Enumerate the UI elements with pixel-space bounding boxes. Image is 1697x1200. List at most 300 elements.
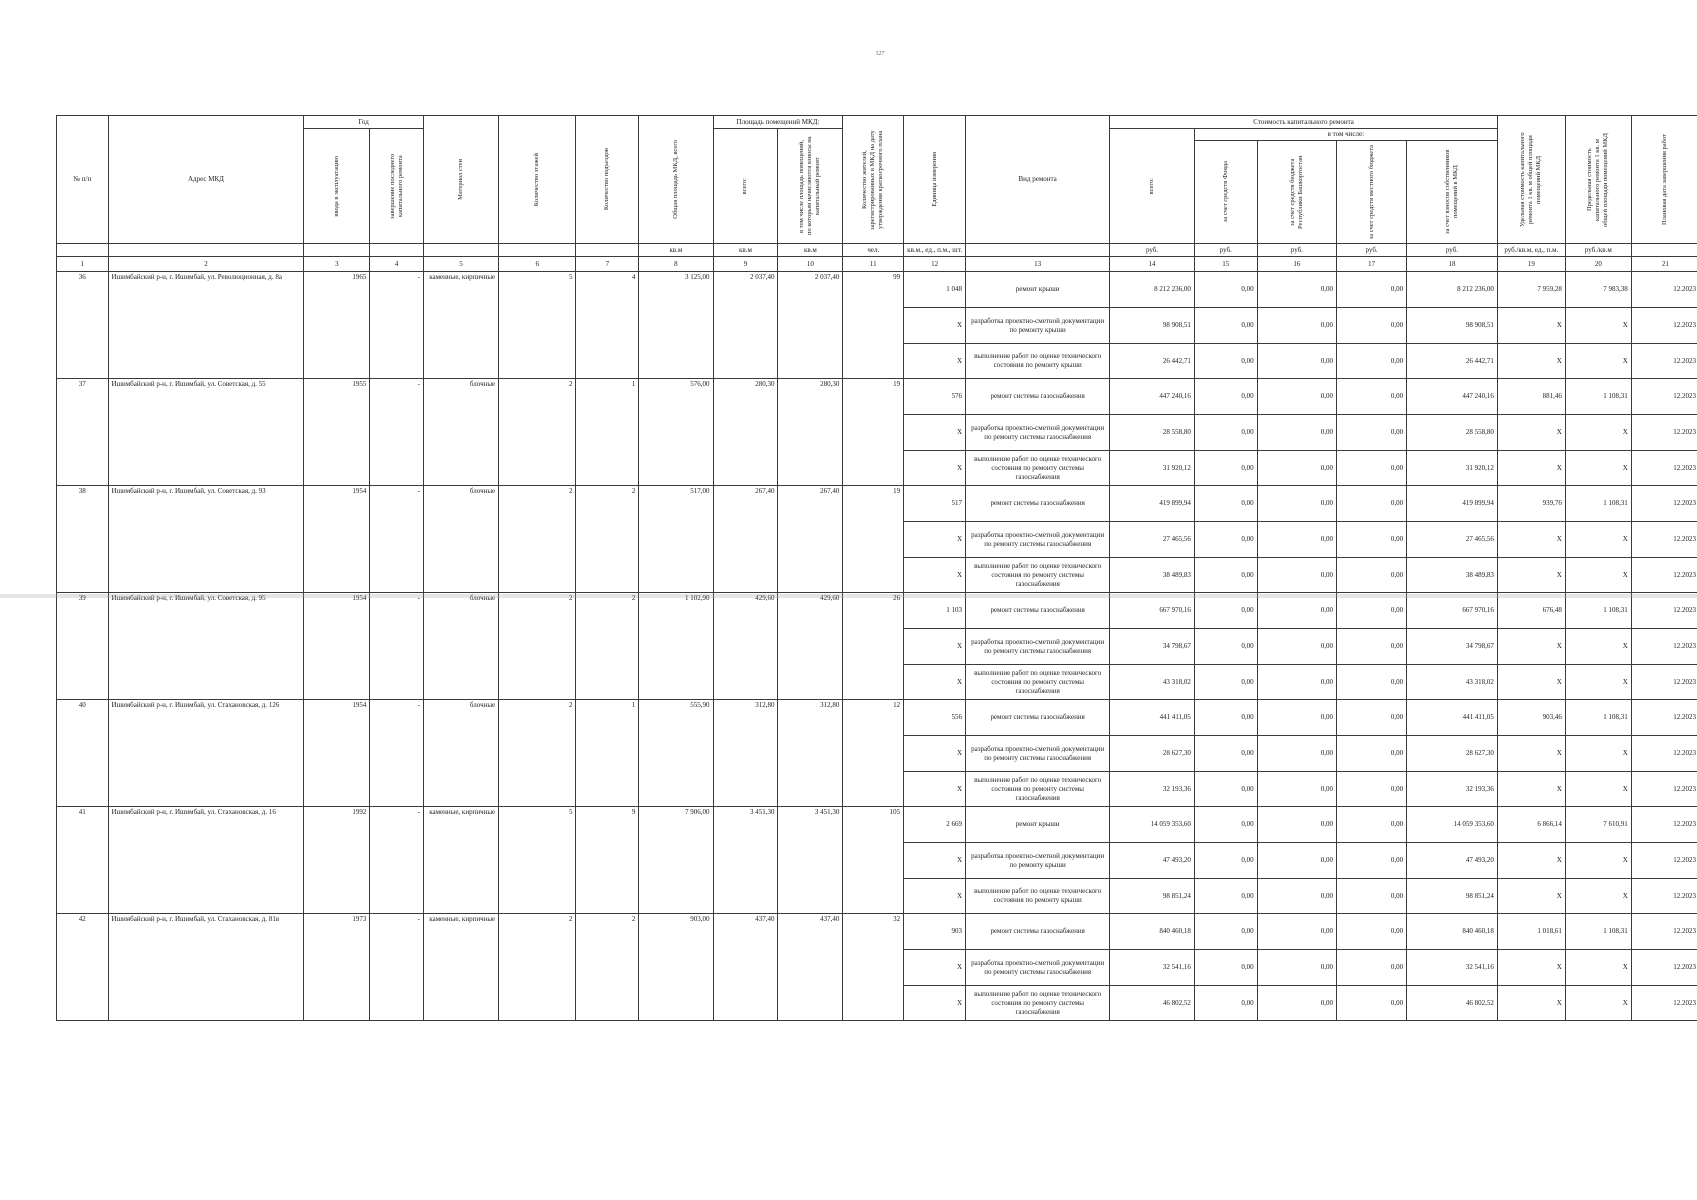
work-type: выполнение работ по оценке технического состояния по ремонту системы газоснабжения xyxy=(966,665,1110,700)
col-number: 15 xyxy=(1194,257,1257,272)
limit-cost: X xyxy=(1565,736,1631,772)
column-numbers-row xyxy=(57,257,1697,272)
hdr-incl-group: в том числе: xyxy=(1194,129,1497,141)
cost-total: 26 442,71 xyxy=(1110,344,1195,379)
unit-value: X xyxy=(904,950,966,986)
limit-cost: X xyxy=(1565,451,1631,486)
cost-rb: 0,00 xyxy=(1257,665,1336,700)
entrances: 2 xyxy=(576,593,639,700)
plan-date: 12.2023 xyxy=(1631,379,1697,415)
cost-fund: 0,00 xyxy=(1194,308,1257,344)
hdr-unit: Единица измерения xyxy=(904,116,966,244)
cost-owners: 47 493,20 xyxy=(1407,843,1498,879)
hdr-date: Плановая дата завершения работ xyxy=(1631,116,1697,244)
cost-rb: 0,00 xyxy=(1257,807,1336,843)
col-number: 19 xyxy=(1497,257,1565,272)
hdr-entrances: Количество подъездов xyxy=(576,116,639,244)
area-fee: 2 037,40 xyxy=(778,272,843,379)
col-number: 9 xyxy=(713,257,778,272)
cost-local: 0,00 xyxy=(1337,700,1407,736)
unit-value: X xyxy=(904,986,966,1021)
cost-fund: 0,00 xyxy=(1194,344,1257,379)
specific-cost: 6 866,14 xyxy=(1497,807,1565,843)
work-type: ремонт системы газоснабжения xyxy=(966,700,1110,736)
area-fee: 429,60 xyxy=(778,593,843,700)
year-built: 1965 xyxy=(304,272,370,379)
plan-date: 12.2023 xyxy=(1631,772,1697,807)
unit-value: X xyxy=(904,522,966,558)
row-number: 41 xyxy=(57,807,109,914)
plan-date: 12.2023 xyxy=(1631,308,1697,344)
total-area: 555,90 xyxy=(639,700,713,807)
entrances: 1 xyxy=(576,700,639,807)
row-number: 39 xyxy=(57,593,109,700)
cost-local: 0,00 xyxy=(1337,344,1407,379)
cost-rb: 0,00 xyxy=(1257,486,1336,522)
plan-date: 12.2023 xyxy=(1631,451,1697,486)
plan-date: 12.2023 xyxy=(1631,415,1697,451)
cost-fund: 0,00 xyxy=(1194,914,1257,950)
cost-rb: 0,00 xyxy=(1257,772,1336,807)
limit-cost: 1 108,31 xyxy=(1565,700,1631,736)
residents: 19 xyxy=(843,379,904,486)
cost-owners: 98 908,51 xyxy=(1407,308,1498,344)
wall-material: блочные xyxy=(423,486,498,593)
cost-rb: 0,00 xyxy=(1257,593,1336,629)
col-number: 6 xyxy=(499,257,576,272)
year-built: 1954 xyxy=(304,486,370,593)
house-address: Ишимбайский р-н, г. Ишимбай, ул. Стахановская, д. 81в xyxy=(108,914,304,1021)
work-type: ремонт крыши xyxy=(966,272,1110,308)
cost-rb: 0,00 xyxy=(1257,415,1336,451)
limit-cost: X xyxy=(1565,558,1631,593)
specific-cost: X xyxy=(1497,415,1565,451)
cost-total: 43 318,02 xyxy=(1110,665,1195,700)
col-number: 1 xyxy=(57,257,109,272)
unit-value: 576 xyxy=(904,379,966,415)
last-repair: - xyxy=(370,593,424,700)
cost-rb: 0,00 xyxy=(1257,344,1336,379)
plan-date: 12.2023 xyxy=(1631,486,1697,522)
cost-owners: 667 970,16 xyxy=(1407,593,1498,629)
cost-owners: 34 798,67 xyxy=(1407,629,1498,665)
table-row xyxy=(57,807,1697,843)
work-type: выполнение работ по оценке технического состояния по ремонту системы газоснабжения xyxy=(966,451,1110,486)
unit-value: X xyxy=(904,772,966,807)
wall-material: каменные, кирпичные xyxy=(423,807,498,914)
area-all: 312,80 xyxy=(713,700,778,807)
col-number: 8 xyxy=(639,257,713,272)
cost-local: 0,00 xyxy=(1337,486,1407,522)
cost-rb: 0,00 xyxy=(1257,272,1336,308)
entrances: 4 xyxy=(576,272,639,379)
last-repair: - xyxy=(370,700,424,807)
repair-plan-table xyxy=(56,115,1697,1021)
work-type: выполнение работ по оценке технического состояния по ремонту системы газоснабжения xyxy=(966,558,1110,593)
col-number: 13 xyxy=(966,257,1110,272)
hdr-year-built: ввода в эксплуатацию xyxy=(304,129,370,244)
cost-local: 0,00 xyxy=(1337,558,1407,593)
area-fee: 312,80 xyxy=(778,700,843,807)
year-built: 1973 xyxy=(304,914,370,1021)
cost-local: 0,00 xyxy=(1337,843,1407,879)
wall-material: каменные, кирпичные xyxy=(423,272,498,379)
cost-total: 447 240,16 xyxy=(1110,379,1195,415)
unit-value: 517 xyxy=(904,486,966,522)
cost-rb: 0,00 xyxy=(1257,986,1336,1021)
cost-rb: 0,00 xyxy=(1257,843,1336,879)
plan-date: 12.2023 xyxy=(1631,736,1697,772)
cost-owners: 840 460,18 xyxy=(1407,914,1498,950)
cost-fund: 0,00 xyxy=(1194,451,1257,486)
last-repair: - xyxy=(370,272,424,379)
unit-label: чел. xyxy=(843,244,904,257)
wall-material: блочные xyxy=(423,379,498,486)
unit-label: руб. xyxy=(1257,244,1336,257)
cost-rb: 0,00 xyxy=(1257,950,1336,986)
cost-owners: 43 318,02 xyxy=(1407,665,1498,700)
cost-fund: 0,00 xyxy=(1194,486,1257,522)
work-type: разработка проектно-сметной документации по ремонту системы газоснабжения xyxy=(966,629,1110,665)
area-all: 3 451,30 xyxy=(713,807,778,914)
residents: 99 xyxy=(843,272,904,379)
cost-fund: 0,00 xyxy=(1194,593,1257,629)
area-all: 280,30 xyxy=(713,379,778,486)
unit-value: X xyxy=(904,879,966,914)
limit-cost: X xyxy=(1565,308,1631,344)
plan-date: 12.2023 xyxy=(1631,986,1697,1021)
plan-date: 12.2023 xyxy=(1631,629,1697,665)
unit-value: X xyxy=(904,558,966,593)
hdr-cost-group: Стоимость капитального ремонта xyxy=(1110,116,1498,129)
col-number: 2 xyxy=(108,257,304,272)
cost-owners: 28 627,30 xyxy=(1407,736,1498,772)
cost-owners: 32 541,16 xyxy=(1407,950,1498,986)
unit-value: X xyxy=(904,629,966,665)
house-address: Ишимбайский р-н, г. Ишимбай, ул. Стахановская, д. 16 xyxy=(108,807,304,914)
limit-cost: 1 108,31 xyxy=(1565,379,1631,415)
limit-cost: X xyxy=(1565,344,1631,379)
cost-fund: 0,00 xyxy=(1194,522,1257,558)
total-area: 517,00 xyxy=(639,486,713,593)
cost-local: 0,00 xyxy=(1337,451,1407,486)
limit-cost: X xyxy=(1565,772,1631,807)
cost-total: 32 541,16 xyxy=(1110,950,1195,986)
cost-total: 98 908,51 xyxy=(1110,308,1195,344)
cost-owners: 14 059 353,60 xyxy=(1407,807,1498,843)
cost-total: 28 627,30 xyxy=(1110,736,1195,772)
unit-value: 1 048 xyxy=(904,272,966,308)
hdr-work: Вид ремонта xyxy=(966,116,1110,244)
year-built: 1954 xyxy=(304,700,370,807)
work-type: выполнение работ по оценке технического состояния по ремонту крыши xyxy=(966,879,1110,914)
col-number: 21 xyxy=(1631,257,1697,272)
cost-local: 0,00 xyxy=(1337,879,1407,914)
entrances: 1 xyxy=(576,379,639,486)
residents: 26 xyxy=(843,593,904,700)
col-number: 3 xyxy=(304,257,370,272)
limit-cost: X xyxy=(1565,665,1631,700)
unit-label: руб. xyxy=(1194,244,1257,257)
area-all: 437,40 xyxy=(713,914,778,1021)
residents: 32 xyxy=(843,914,904,1021)
cost-fund: 0,00 xyxy=(1194,772,1257,807)
cost-owners: 419 899,94 xyxy=(1407,486,1498,522)
cost-local: 0,00 xyxy=(1337,522,1407,558)
cost-rb: 0,00 xyxy=(1257,379,1336,415)
work-type: разработка проектно-сметной документации по ремонту системы газоснабжения xyxy=(966,950,1110,986)
cost-owners: 98 851,24 xyxy=(1407,879,1498,914)
last-repair: - xyxy=(370,486,424,593)
floors: 2 xyxy=(499,593,576,700)
unit-value: X xyxy=(904,308,966,344)
plan-date: 12.2023 xyxy=(1631,558,1697,593)
specific-cost: X xyxy=(1497,736,1565,772)
cost-fund: 0,00 xyxy=(1194,558,1257,593)
hdr-address: Адрес МКД xyxy=(108,116,304,244)
cost-rb: 0,00 xyxy=(1257,914,1336,950)
page-number: 327 xyxy=(875,51,885,57)
cost-total: 840 460,18 xyxy=(1110,914,1195,950)
area-fee: 3 451,30 xyxy=(778,807,843,914)
house-address: Ишимбайский р-н, г. Ишимбай, ул. Советская, д. 95 xyxy=(108,593,304,700)
limit-cost: X xyxy=(1565,879,1631,914)
unit-label: руб./кв.м, ед., п.м. xyxy=(1497,244,1565,257)
table-row xyxy=(57,272,1697,308)
unit-value: X xyxy=(904,415,966,451)
hdr-residents: Количество жителей, зарегистрированных в МКД на дату утверждения краткосрочного плана xyxy=(843,116,904,244)
limit-cost: X xyxy=(1565,986,1631,1021)
hdr-floors: Количество этажей xyxy=(499,116,576,244)
specific-cost: 881,46 xyxy=(1497,379,1565,415)
year-built: 1955 xyxy=(304,379,370,486)
floors: 5 xyxy=(499,272,576,379)
unit-value: X xyxy=(904,665,966,700)
cost-owners: 28 558,80 xyxy=(1407,415,1498,451)
unit-label: руб. xyxy=(1407,244,1498,257)
cost-local: 0,00 xyxy=(1337,950,1407,986)
specific-cost: 676,48 xyxy=(1497,593,1565,629)
residents: 12 xyxy=(843,700,904,807)
row-number: 38 xyxy=(57,486,109,593)
col-number: 5 xyxy=(423,257,498,272)
hdr-cost-total: всего: xyxy=(1110,129,1195,244)
entrances: 2 xyxy=(576,486,639,593)
cost-local: 0,00 xyxy=(1337,807,1407,843)
col-number: 20 xyxy=(1565,257,1631,272)
limit-cost: 7 983,38 xyxy=(1565,272,1631,308)
cost-rb: 0,00 xyxy=(1257,522,1336,558)
cost-local: 0,00 xyxy=(1337,914,1407,950)
cost-owners: 46 802,52 xyxy=(1407,986,1498,1021)
plan-date: 12.2023 xyxy=(1631,344,1697,379)
cost-fund: 0,00 xyxy=(1194,379,1257,415)
total-area: 1 102,90 xyxy=(639,593,713,700)
unit-label: кв.м xyxy=(713,244,778,257)
cost-fund: 0,00 xyxy=(1194,950,1257,986)
cost-total: 441 411,05 xyxy=(1110,700,1195,736)
cost-total: 38 489,83 xyxy=(1110,558,1195,593)
cost-total: 27 465,56 xyxy=(1110,522,1195,558)
cost-total: 28 558,80 xyxy=(1110,415,1195,451)
cost-fund: 0,00 xyxy=(1194,986,1257,1021)
cost-rb: 0,00 xyxy=(1257,451,1336,486)
col-number: 14 xyxy=(1110,257,1195,272)
area-fee: 267,40 xyxy=(778,486,843,593)
work-type: разработка проектно-сметной документации по ремонту крыши xyxy=(966,308,1110,344)
cost-fund: 0,00 xyxy=(1194,807,1257,843)
cost-owners: 38 489,83 xyxy=(1407,558,1498,593)
floors: 2 xyxy=(499,700,576,807)
cost-total: 34 798,67 xyxy=(1110,629,1195,665)
hdr-fund: за счет средств Фонда xyxy=(1194,141,1257,244)
cost-owners: 32 193,36 xyxy=(1407,772,1498,807)
total-area: 3 125,00 xyxy=(639,272,713,379)
cost-fund: 0,00 xyxy=(1194,736,1257,772)
cost-total: 419 899,94 xyxy=(1110,486,1195,522)
hdr-area-all: всего: xyxy=(713,129,778,244)
unit-value: 2 669 xyxy=(904,807,966,843)
area-all: 429,60 xyxy=(713,593,778,700)
hdr-area-fee: в том числе площадь помещений, по которым начисляются взносы на капитальный ремонт xyxy=(778,129,843,244)
hdr-walls: Материал стен xyxy=(423,116,498,244)
plan-date: 12.2023 xyxy=(1631,522,1697,558)
plan-date: 12.2023 xyxy=(1631,700,1697,736)
unit-label: кв.м xyxy=(639,244,713,257)
cost-local: 0,00 xyxy=(1337,736,1407,772)
unit-label: руб. xyxy=(1110,244,1195,257)
floors: 2 xyxy=(499,914,576,1021)
unit-value: X xyxy=(904,451,966,486)
unit-label: руб./кв.м xyxy=(1565,244,1631,257)
table-header xyxy=(57,116,1697,272)
table-row xyxy=(57,914,1697,950)
plan-date: 12.2023 xyxy=(1631,665,1697,700)
hdr-area-group: Площадь помещений МКД: xyxy=(713,116,843,129)
specific-cost: X xyxy=(1497,522,1565,558)
cost-fund: 0,00 xyxy=(1194,629,1257,665)
residents: 19 xyxy=(843,486,904,593)
row-number: 37 xyxy=(57,379,109,486)
cost-owners: 8 212 236,00 xyxy=(1407,272,1498,308)
specific-cost: X xyxy=(1497,986,1565,1021)
limit-cost: 7 610,91 xyxy=(1565,807,1631,843)
cost-rb: 0,00 xyxy=(1257,736,1336,772)
work-type: выполнение работ по оценке технического состояния по ремонту системы газоснабжения xyxy=(966,986,1110,1021)
hdr-limit-cost: Предельная стоимость капитального ремонта 1 кв. м общей площади помещений МКД xyxy=(1565,116,1631,244)
total-area: 576,00 xyxy=(639,379,713,486)
specific-cost: 1 018,61 xyxy=(1497,914,1565,950)
plan-date: 12.2023 xyxy=(1631,807,1697,843)
plan-date: 12.2023 xyxy=(1631,914,1697,950)
plan-date: 12.2023 xyxy=(1631,879,1697,914)
unit-value: 903 xyxy=(904,914,966,950)
cost-local: 0,00 xyxy=(1337,772,1407,807)
units-row xyxy=(57,244,1697,257)
cost-local: 0,00 xyxy=(1337,308,1407,344)
unit-value: X xyxy=(904,344,966,379)
work-type: ремонт системы газоснабжения xyxy=(966,379,1110,415)
last-repair: - xyxy=(370,379,424,486)
specific-cost: 903,46 xyxy=(1497,700,1565,736)
cost-total: 32 193,36 xyxy=(1110,772,1195,807)
row-number: 36 xyxy=(57,272,109,379)
limit-cost: X xyxy=(1565,629,1631,665)
specific-cost: X xyxy=(1497,629,1565,665)
work-type: ремонт системы газоснабжения xyxy=(966,486,1110,522)
house-address: Ишимбайский р-н, г. Ишимбай, ул. Революционная, д. 8а xyxy=(108,272,304,379)
scan-artifact xyxy=(0,594,1697,598)
hdr-n: № п/п xyxy=(57,116,109,244)
table-body xyxy=(57,272,1697,1021)
col-number: 16 xyxy=(1257,257,1336,272)
cost-fund: 0,00 xyxy=(1194,272,1257,308)
cost-rb: 0,00 xyxy=(1257,879,1336,914)
work-type: разработка проектно-сметной документации по ремонту системы газоснабжения xyxy=(966,736,1110,772)
wall-material: блочные xyxy=(423,700,498,807)
floors: 2 xyxy=(499,486,576,593)
area-all: 2 037,40 xyxy=(713,272,778,379)
hdr-specific-cost: Удельная стоимость капитального ремонта 1 кв. м общей площади помещений МКД xyxy=(1497,116,1565,244)
col-number: 11 xyxy=(843,257,904,272)
cost-total: 46 802,52 xyxy=(1110,986,1195,1021)
work-type: ремонт системы газоснабжения xyxy=(966,593,1110,629)
last-repair: - xyxy=(370,914,424,1021)
limit-cost: X xyxy=(1565,843,1631,879)
total-area: 7 906,00 xyxy=(639,807,713,914)
work-type: выполнение работ по оценке технического состояния по ремонту крыши xyxy=(966,344,1110,379)
specific-cost: X xyxy=(1497,308,1565,344)
wall-material: блочные xyxy=(423,593,498,700)
area-all: 267,40 xyxy=(713,486,778,593)
work-type: разработка проектно-сметной документации по ремонту системы газоснабжения xyxy=(966,522,1110,558)
entrances: 2 xyxy=(576,914,639,1021)
unit-value: X xyxy=(904,843,966,879)
cost-total: 31 920,12 xyxy=(1110,451,1195,486)
cost-owners: 27 465,56 xyxy=(1407,522,1498,558)
limit-cost: 1 108,31 xyxy=(1565,593,1631,629)
cost-total: 8 212 236,00 xyxy=(1110,272,1195,308)
area-fee: 280,30 xyxy=(778,379,843,486)
table-row xyxy=(57,700,1697,736)
house-address: Ишимбайский р-н, г. Ишимбай, ул. Стахановская, д. 126 xyxy=(108,700,304,807)
col-number: 17 xyxy=(1337,257,1407,272)
work-type: разработка проектно-сметной документации по ремонту крыши xyxy=(966,843,1110,879)
limit-cost: X xyxy=(1565,415,1631,451)
specific-cost: X xyxy=(1497,950,1565,986)
unit-value: 1 103 xyxy=(904,593,966,629)
plan-date: 12.2023 xyxy=(1631,950,1697,986)
col-number: 12 xyxy=(904,257,966,272)
specific-cost: X xyxy=(1497,558,1565,593)
house-address: Ишимбайский р-н, г. Ишимбай, ул. Советская, д. 93 xyxy=(108,486,304,593)
year-built: 1954 xyxy=(304,593,370,700)
cost-owners: 447 240,16 xyxy=(1407,379,1498,415)
work-type: выполнение работ по оценке технического состояния по ремонту системы газоснабжения xyxy=(966,772,1110,807)
cost-fund: 0,00 xyxy=(1194,665,1257,700)
cost-rb: 0,00 xyxy=(1257,700,1336,736)
hdr-total-area: Общая площадь МКД, всего xyxy=(639,116,713,244)
work-type: разработка проектно-сметной документации по ремонту системы газоснабжения xyxy=(966,415,1110,451)
work-type: ремонт крыши xyxy=(966,807,1110,843)
cost-local: 0,00 xyxy=(1337,379,1407,415)
plan-date: 12.2023 xyxy=(1631,593,1697,629)
unit-label: кв.м., ед., п.м., шт. xyxy=(904,244,966,257)
table-row xyxy=(57,379,1697,415)
cost-total: 667 970,16 xyxy=(1110,593,1195,629)
hdr-year-group: Год xyxy=(304,116,424,129)
entrances: 9 xyxy=(576,807,639,914)
